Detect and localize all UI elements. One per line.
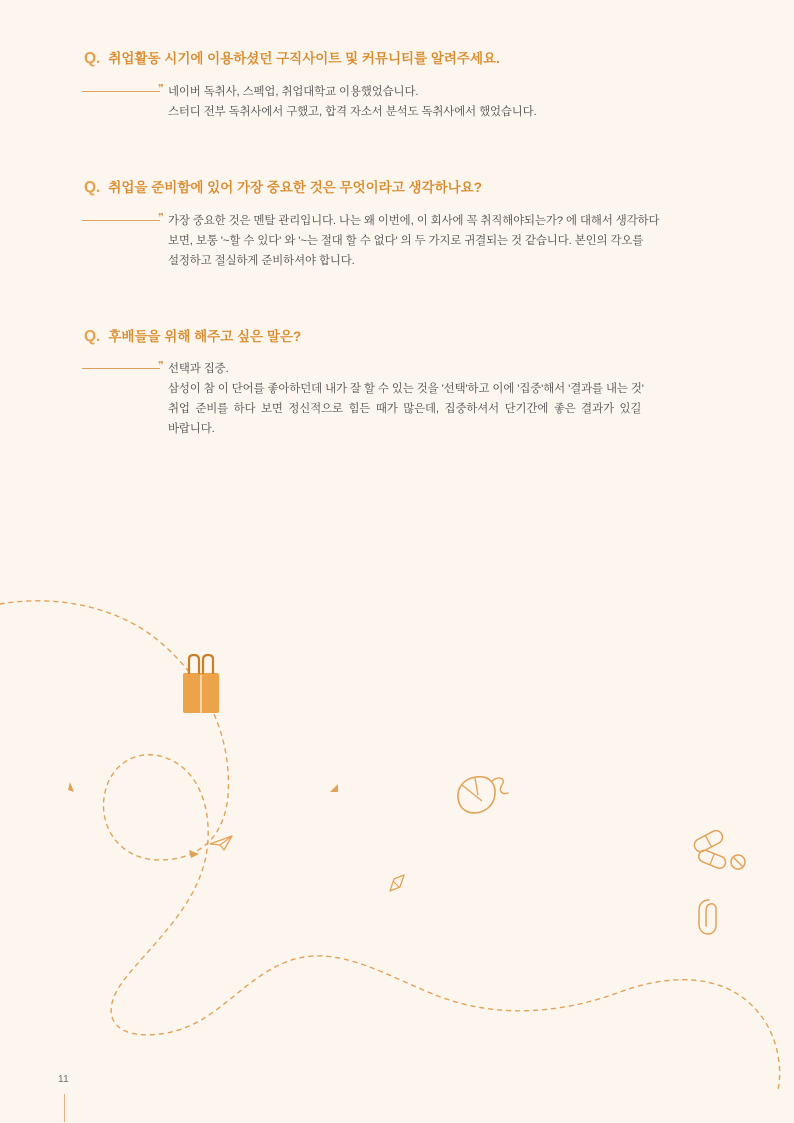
question-text: 후배들을 위해 해주고 싶은 말은? bbox=[108, 328, 302, 344]
answer-wrap bbox=[84, 83, 724, 123]
answer-line: 네이버 독취사, 스펙업, 취업대학교 이용했었습니다. bbox=[168, 85, 419, 98]
answer-line: 가장 중요한 것은 멘탈 관리입니다. 나는 왜 이번에, 이 회사에 꼭 취직해야되는가? 에 대해서 생각하다 bbox=[168, 214, 660, 227]
answer-line: 스터디 전부 독취사에서 구했고, 합격 자소서 분석도 독취사에서 했었습니다. bbox=[168, 105, 537, 118]
question-line bbox=[84, 328, 724, 347]
question-marker: Q. bbox=[84, 178, 101, 196]
arrow-marker-icon bbox=[68, 782, 74, 792]
question-marker: Q. bbox=[84, 327, 101, 345]
question-text: 취업활동 시기에 이용하셨던 구직사이트 및 커뮤니티를 알려주세요. bbox=[108, 51, 500, 66]
answer-line: 바랍니다. bbox=[168, 423, 215, 436]
question-marker: Q. bbox=[84, 50, 101, 67]
decorative-illustration bbox=[0, 560, 794, 1090]
answer-rule bbox=[82, 220, 160, 221]
qa-block bbox=[84, 179, 724, 272]
question-line bbox=[84, 50, 724, 69]
binder-clip-illustration bbox=[183, 655, 219, 713]
answer-line: 보면, 보통 '~할 수 있다' 와 '~는 절대 할 수 없다' 의 두 가지로 귀결되는 것 같습니다. 본인의 각오를 bbox=[168, 234, 644, 247]
paper-plane-illustration bbox=[210, 836, 232, 850]
quote-icon: ❞ bbox=[158, 211, 164, 224]
qa-block bbox=[84, 328, 724, 441]
qa-list bbox=[84, 50, 724, 478]
quote-icon: ❞ bbox=[158, 360, 164, 373]
dashed-curve-path bbox=[0, 601, 780, 1090]
pencil-illustration bbox=[390, 875, 404, 891]
quote-icon: ❞ bbox=[158, 82, 164, 95]
footer-rule bbox=[64, 1094, 65, 1122]
computer-mouse-illustration bbox=[458, 777, 508, 813]
arrow-marker-icon bbox=[189, 850, 199, 858]
answer-line: 선택과 집중. bbox=[168, 363, 229, 376]
pills-illustration bbox=[692, 828, 745, 870]
qa-block bbox=[84, 50, 724, 123]
answer-text bbox=[168, 360, 724, 440]
arrow-marker-icon bbox=[330, 784, 338, 792]
answer-text bbox=[168, 83, 724, 123]
answer-line: 삼성이 참 이 단어를 좋아하던데 내가 잘 할 수 있는 것을 '선택'하고 이에 '집중'해서 '결과를 내는 것' bbox=[168, 383, 644, 396]
page-number: 11 bbox=[58, 1074, 69, 1085]
answer-rule bbox=[82, 91, 160, 92]
question-line bbox=[84, 179, 724, 198]
answer-text bbox=[168, 212, 724, 272]
answer-wrap bbox=[84, 360, 724, 440]
paperclip-illustration bbox=[699, 900, 716, 934]
answer-line: 설정하고 절실하게 준비하셔야 합니다. bbox=[168, 254, 355, 267]
answer-line: 취업 준비를 하다 보면 정신적으로 힘든 때가 많은데, 집중하셔서 단기간에 좋은 결과가 있길 bbox=[168, 403, 642, 416]
question-text: 취업을 준비함에 있어 가장 중요한 것은 무엇이라고 생각하나요? bbox=[108, 179, 482, 195]
answer-wrap bbox=[84, 212, 724, 272]
answer-rule bbox=[82, 368, 160, 369]
